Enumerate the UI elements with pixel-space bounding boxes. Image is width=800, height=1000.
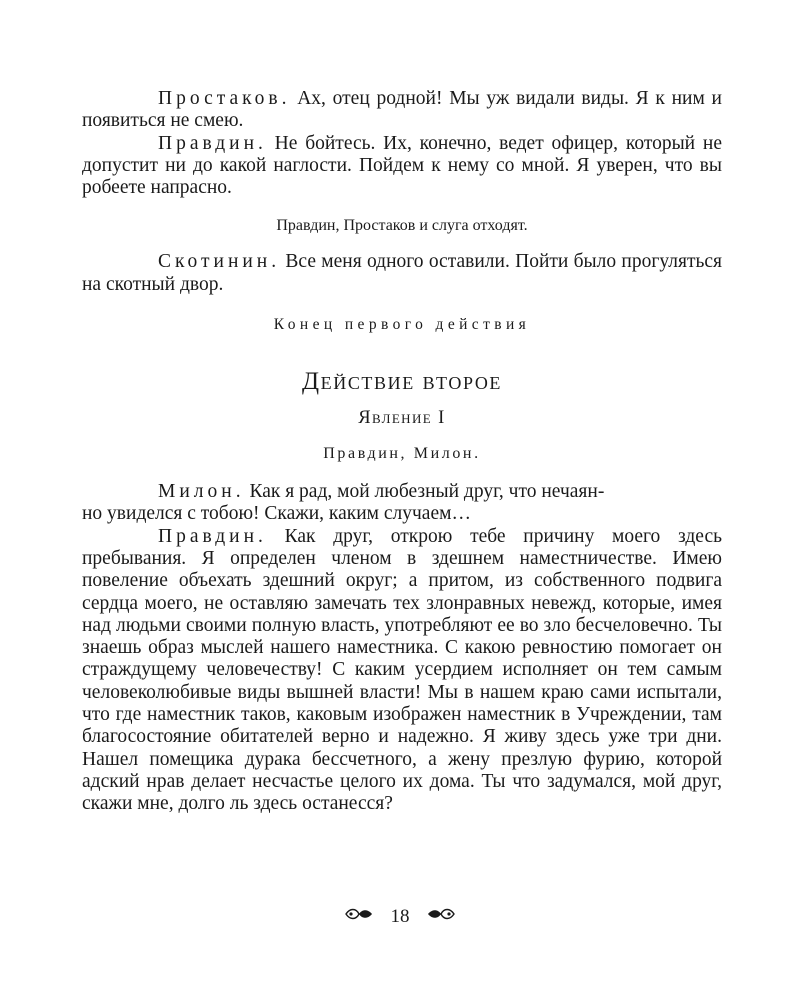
scene-title: Явление I [358, 408, 446, 429]
end-of-act: Конец первого действия [273, 316, 531, 334]
paragraph-text-line-1: Как я рад, мой любезный друг, что нечаян- [244, 481, 605, 503]
paragraph-text: Не бойтесь. Их, конечно, ведет офицер, который не допустит ни до какой наглости. Пойдем к нему со мной. Я уверен, что вы робеете напрасно. [82, 132, 722, 199]
paragraph-pravdin-2 [82, 526, 722, 816]
page-number: 18 [390, 906, 410, 927]
speaker-name: Простаков. [158, 88, 291, 109]
scene-characters: Правдин, Милон. [323, 445, 481, 463]
paragraph-text: Ах, отец родной! Мы уж видали виды. Я к ним и появиться не смею. [82, 88, 722, 132]
paragraph-text: Как друг, открою тебе причину моего здесь пребывания. Я определен членом в здешнем наместничестве. Имею повеление объехать здешний округ; а притом, из собственного подвига сердца моего, не оставляю замечать тех злонравных невежд, которые, имея над людьми своими полную власть, употребляют ее во зло бесчеловечно. Ты знаешь образ мыслей нашего наместника. С какою ревностию помогает он страждущему человечеству! С каким усердием исполняет он тем самым человеколюбивые виды вышней власти! Мы в нашем краю сами испытали, что где наместник таков, каковым изображен наместник в Учреждении, там благосостояние обитателей верно и надежно. Я живу здесь уже три дни. Нашел помещика дурака бессчетного, а жену презлую фурию, которой адский нрав делает несчастье целого их дома. Ты что задумался, мой друг, скажи мне, долго ль здесь останесся? [82, 525, 722, 815]
paragraph-skotinin [82, 251, 722, 296]
ornament-right-icon [426, 905, 456, 929]
speaker-name: Правдин. [158, 132, 267, 154]
paragraph-pravdin-1 [82, 133, 722, 200]
paragraph-milon [82, 481, 722, 526]
speaker-name: Милон. [158, 481, 245, 503]
act-title: Действие второе [301, 368, 503, 396]
stage-direction: Правдин, Простаков и слуга отходят. [276, 217, 528, 235]
paragraph-text-line-2: но увиделся с тобою! Скажи, каким случаем… [82, 503, 471, 525]
speaker-name: Правдин. [158, 525, 267, 547]
paragraph-text: Все меня одного оставили. Пойти было прогуляться на скотный двор. [82, 251, 722, 295]
paragraph-prostakov [82, 88, 722, 133]
speaker-name: Скотинин. [158, 251, 281, 273]
ornament-left-icon [344, 905, 374, 929]
page-footer [0, 905, 800, 929]
